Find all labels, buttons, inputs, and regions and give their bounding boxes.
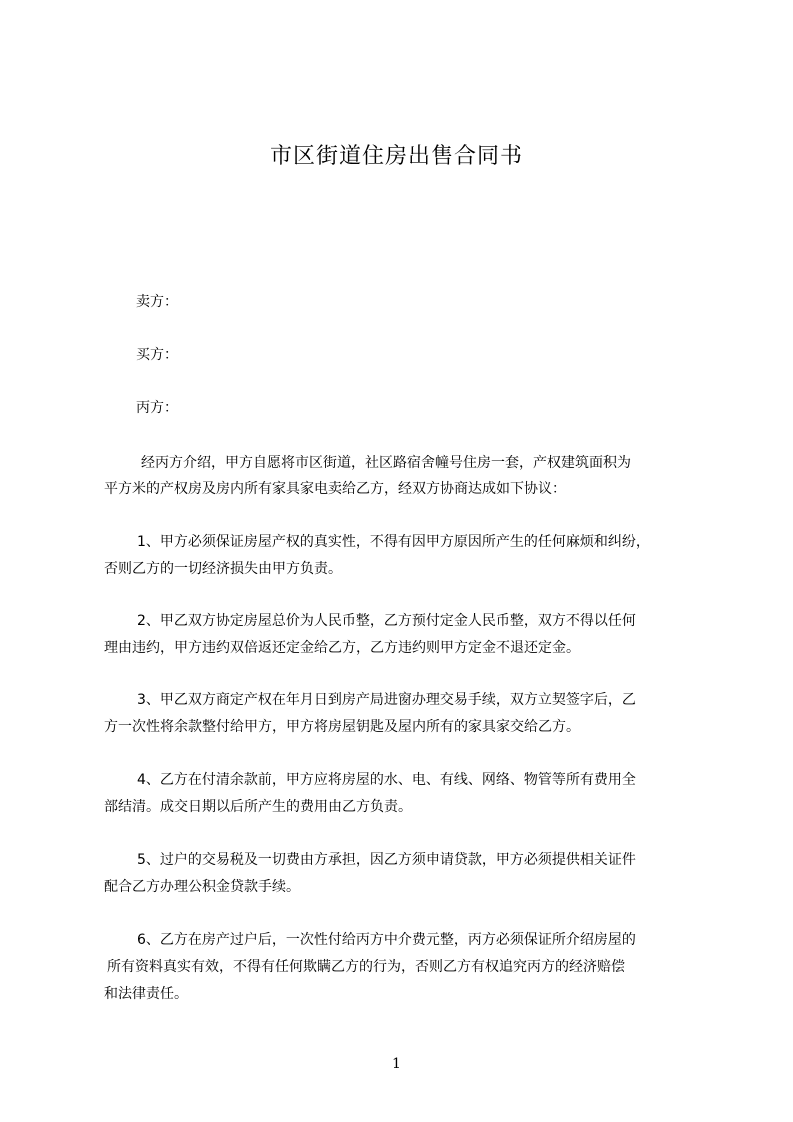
- clause-line: 2、甲乙双方协定房屋总价为人民币整，乙方预付定金人民币整，双方不得以任何: [137, 613, 636, 629]
- clause-line: 部结清。成交日期以后所产生的费用由乙方负责。: [104, 799, 412, 815]
- clause-line: 1、甲方必须保证房屋产权的真实性，不得有因甲方原因所产生的任何麻烦和纠纷，: [137, 534, 650, 550]
- clause-line: 3、甲乙双方商定产权在年月日到房产局进窗办理交易手续，双方立契签字后，乙: [137, 692, 636, 708]
- clause-line: 5、过户的交易税及一切费由方承担，因乙方须申请贷款，甲方必须提供相关证件: [137, 852, 636, 868]
- page-number: 1: [392, 1056, 401, 1072]
- document-title: 市区街道住房出售合同书: [269, 144, 523, 169]
- clause-line: 配合乙方办理公积金贷款手续。: [104, 879, 300, 895]
- clause-line: 和法律责任。: [104, 986, 188, 1002]
- buyer-label: 买方：: [136, 347, 178, 363]
- clause-line: 否则乙方的一切经济损失由甲方负责。: [104, 561, 342, 577]
- clause-line: 4、乙方在付清余款前，甲方应将房屋的水、电、有线、网络、物管等所有费用全: [137, 772, 636, 788]
- clause-line: 方一次性将余款整付给甲方，甲方将房屋钥匙及屋内所有的家具家交给乙方。: [104, 719, 580, 735]
- clause-line: 所有资料真实有效，不得有任何欺瞒乙方的行为，否则乙方有权追究丙方的经济赔偿: [107, 959, 625, 975]
- intro-line: 平方米的产权房及房内所有家具家电卖给乙方，经双方协商达成如下协议：: [104, 481, 566, 497]
- seller-label: 卖方：: [136, 294, 178, 310]
- clause-line: 理由违约，甲方违约双倍返还定金给乙方，乙方违约则甲方定金不退还定金。: [104, 640, 580, 656]
- agent-label: 丙方：: [136, 400, 178, 416]
- clause-line: 6、乙方在房产过户后，一次性付给丙方中介费元整，丙方必须保证所介绍房屋的: [137, 932, 636, 948]
- intro-line: 经丙方介绍，甲方自愿将市区街道，社区路宿舍幢号住房一套，产权建筑面积为: [141, 455, 631, 471]
